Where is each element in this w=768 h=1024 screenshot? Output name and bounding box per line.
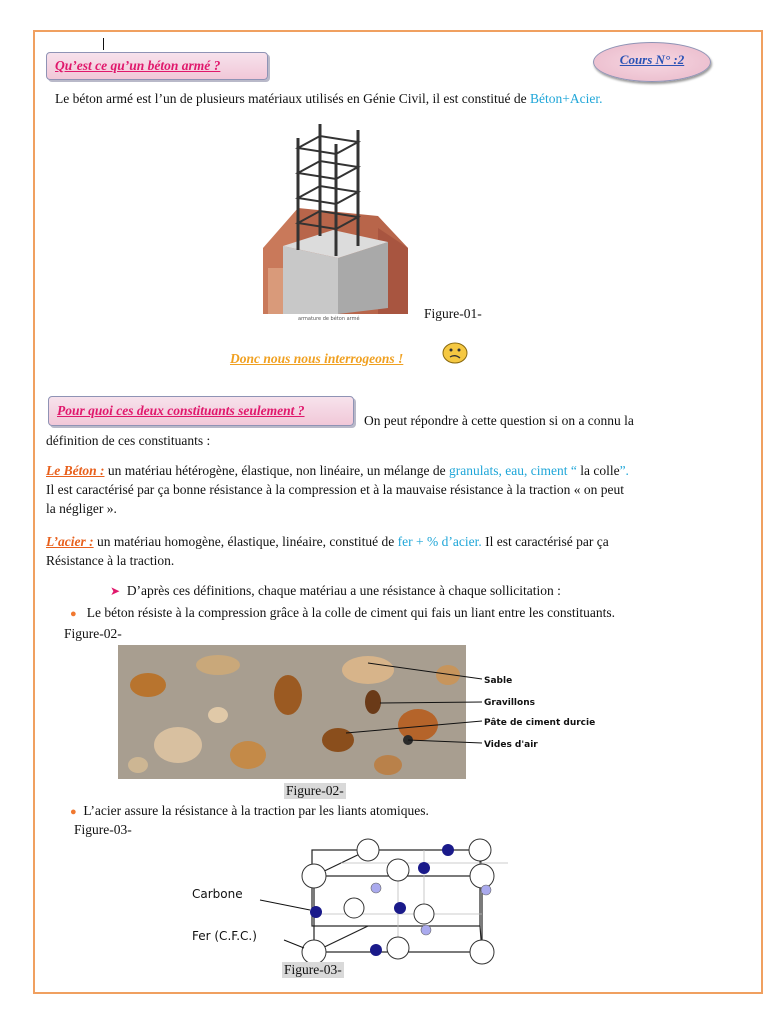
figure-01-image-caption: armature de béton armé xyxy=(298,316,360,322)
section-title-constituants xyxy=(48,396,354,426)
figure-03-image xyxy=(186,838,498,966)
figure-03-leader-lines xyxy=(260,900,310,948)
arrow-list-text: D’après ces définitions, chaque matériau a une résistance à chaque sollicitation : xyxy=(126,583,561,598)
figure-02-label-top: Figure-02- xyxy=(64,626,122,641)
section-title-beton-arme xyxy=(46,52,268,80)
bullet-dot-icon: ● xyxy=(70,806,77,818)
acier-l1b: Il est caractérisé par ça xyxy=(481,534,609,549)
beton-term: Le Béton : xyxy=(46,463,105,478)
figure-02-image xyxy=(118,645,596,779)
beton-l1q: ”. xyxy=(619,463,629,478)
beton-l1a: un matériau hétérogène, élastique, non linéaire, un mélange de xyxy=(104,463,449,478)
figure-01-image xyxy=(258,118,418,324)
bullet-dot-icon: ● xyxy=(70,608,77,620)
acier-highlight: fer + % d’acier. xyxy=(397,534,482,549)
label-carbone: Carbone xyxy=(192,887,243,901)
arrow-bullet-icon: ➤ xyxy=(110,584,121,598)
label-gravillons: Gravillons xyxy=(484,698,535,708)
bullet-item-2 xyxy=(70,803,429,819)
acier-term: L’acier : xyxy=(46,534,94,549)
section2-line1: On peut répondre à cette question si on a connu la xyxy=(364,413,634,428)
thinking-face-icon xyxy=(441,341,469,365)
figure-01-label: Figure-01- xyxy=(424,306,482,321)
figure-02-caption: Figure-02- xyxy=(286,783,344,798)
acier-l1a: un matériau homogène, élastique, linéaire, constitué de xyxy=(93,534,398,549)
label-pate-ciment: Pâte de ciment durcie xyxy=(484,718,596,728)
bullet-1-text: Le béton résiste à la compression grâce à la colle de ciment qui fais un liant entre les constituants. xyxy=(86,605,615,620)
intro-text: Le béton armé est l’un de plusieurs matériaux utilisés en Génie Civil, il est constitué de xyxy=(55,91,531,106)
arrow-list-item xyxy=(110,583,561,599)
beton-definition-line3: la négliger ». xyxy=(46,501,117,516)
beton-l1b: la colle xyxy=(576,463,620,478)
figure-03-caption: Figure-03- xyxy=(284,962,342,977)
figure-03-label-top: Figure-03- xyxy=(74,822,132,837)
intro-paragraph xyxy=(55,91,603,107)
label-sable: Sable xyxy=(484,676,513,686)
carbon-atoms xyxy=(310,844,454,956)
course-number-text: Cours N° :2 xyxy=(619,52,685,67)
acier-definition-line2: Résistance à la traction. xyxy=(46,553,175,568)
beton-definition-line1 xyxy=(46,463,629,479)
cursor-mark xyxy=(103,38,104,50)
section2-line2: définition de ces constituants : xyxy=(46,433,211,448)
beton-highlight: granulats, eau, ciment “ xyxy=(449,463,577,478)
concrete-front xyxy=(283,246,338,314)
intro-highlight: Béton+Acier. xyxy=(530,91,603,106)
bullet-item-1 xyxy=(70,605,615,621)
beton-definition-line2: Il est caractérisé par ça bonne résistance à la compression et à la mauvaise résistance à la traction « on peut xyxy=(46,482,624,497)
acier-definition-line1 xyxy=(46,534,609,550)
section-title-2-text: Pour quoi ces deux constituants seulement ? xyxy=(57,403,305,418)
label-vides-air: Vides d'air xyxy=(484,740,538,750)
course-number-badge xyxy=(593,42,711,82)
label-fer-cfc: Fer (C.F.C.) xyxy=(192,929,257,943)
bullet-2-text: L’acier assure la résistance à la traction par les liants atomiques. xyxy=(83,803,429,818)
section-title-text: Qu’est ce qu’un béton armé ? xyxy=(55,58,221,73)
interrogation-text: Donc nous nous interrogeons ! xyxy=(230,351,404,366)
